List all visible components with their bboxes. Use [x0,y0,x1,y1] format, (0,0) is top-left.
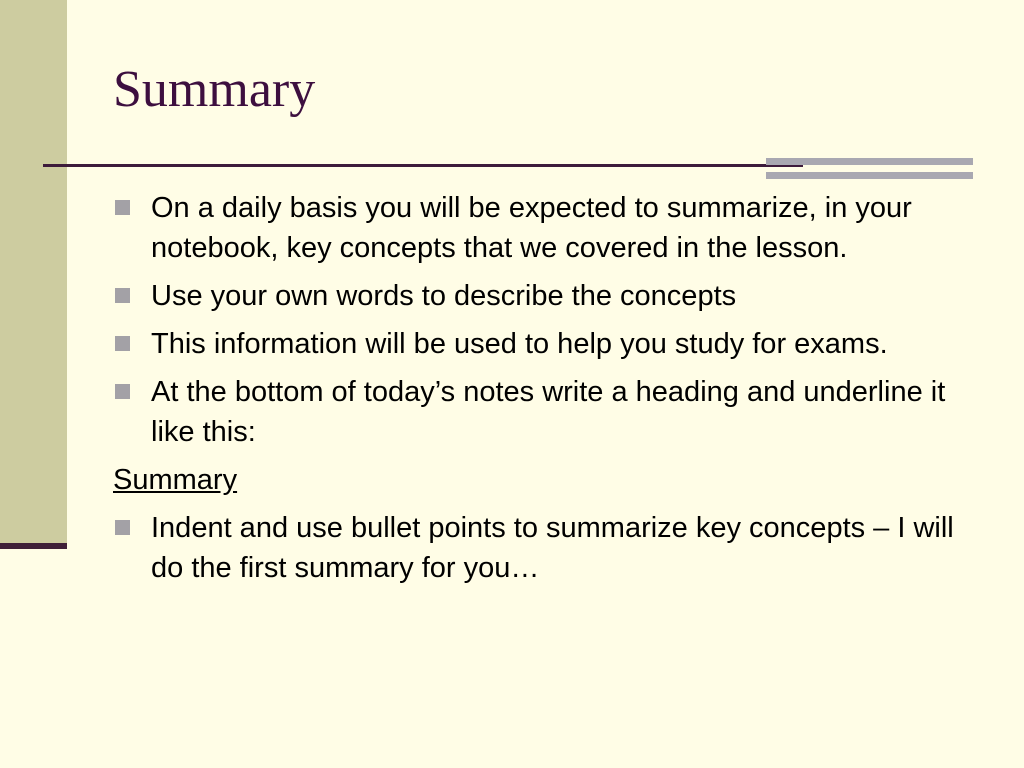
bullet-text: Indent and use bullet points to summarize key concepts – I will do the first summary for you… [151,512,954,584]
square-bullet-icon [115,520,130,535]
bullet-item [113,508,963,588]
bullet-item [113,372,963,452]
decorative-bar [766,158,973,165]
example-underlined-heading: Summary [113,464,238,496]
square-bullet-icon [115,336,130,351]
left-decorative-band [0,0,67,547]
slide-body [113,188,963,596]
bullet-text: On a daily basis you will be expected to summarize, in your notebook, key concepts that we covered in the lesson. [151,192,912,264]
decorative-bars [766,158,973,179]
slide-title: Summary [113,61,316,118]
title-divider [43,164,803,167]
bullet-text: This information will be used to help you study for exams. [151,328,888,360]
bullet-text: Use your own words to describe the concepts [151,280,737,312]
left-accent-bar [0,543,67,549]
square-bullet-icon [115,200,130,215]
bullet-text: At the bottom of today’s notes write a heading and underline it like this: [151,376,946,448]
bullet-item [113,276,963,316]
bullet-item [113,188,963,268]
square-bullet-icon [115,288,130,303]
decorative-bar [766,172,973,179]
square-bullet-icon [115,384,130,399]
bullet-item [113,324,963,364]
